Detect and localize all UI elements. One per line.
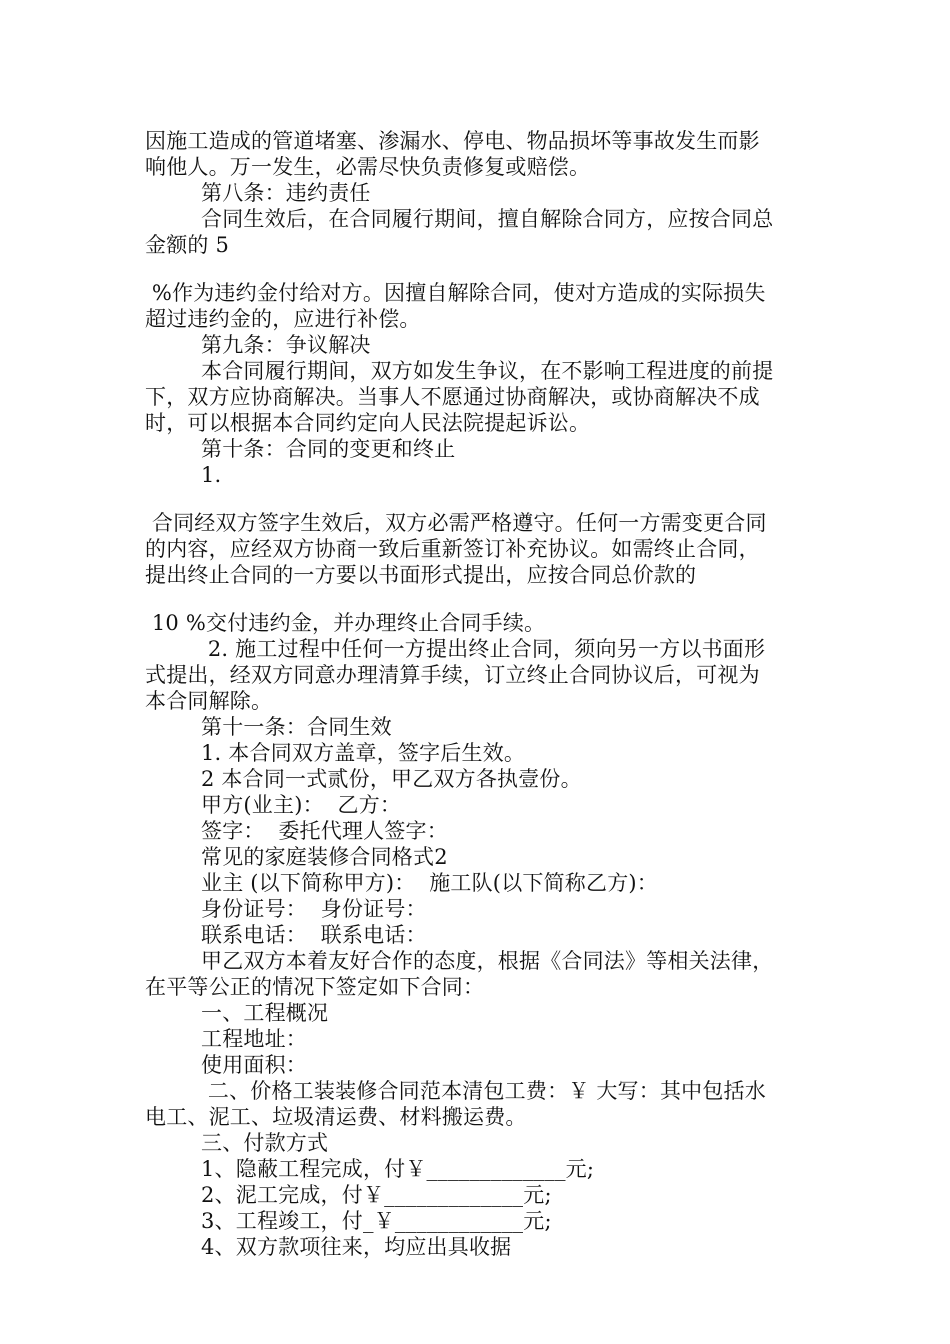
payment-line: 2、泥工完成，付￥_____________元; [201,1183,552,1207]
payment-line: 3、工程竣工，付_￥____________元; [201,1209,552,1233]
list-number: 1. [201,463,222,487]
address-line: 工程地址： [201,1027,307,1051]
text-line: 在平等公正的情况下签定如下合同： [145,975,485,999]
payment-line: 1、隐蔽工程完成，付￥_____________元; [201,1157,595,1181]
text-line: 2 本合同一式贰份，甲乙双方各执壹份。 [201,767,582,791]
text-line: 2. 施工过程中任何一方提出终止合同，须向另一方以书面形 [201,637,766,661]
section-heading-8: 第八条：违约责任 [201,181,371,205]
signature-line: 签字： 委托代理人签字： [201,819,448,843]
payment-line: 4、双方款项往来，均应出具收据 [201,1235,512,1259]
section-heading-10: 第十条：合同的变更和终止 [201,437,456,461]
phone-line: 联系电话： 联系电话： [201,923,427,947]
text-line: 甲乙双方本着友好合作的态度，根据《合同法》等相关法律， [201,949,774,973]
text-line: 本合同履行期间，双方如发生争议，在不影响工程进度的前提 [201,359,774,383]
text-line: 1. 本合同双方盖章，签字后生效。 [201,741,526,765]
id-line: 身份证号： 身份证号： [201,897,427,921]
area-line: 使用面积： [201,1053,307,1077]
text-line: 提出终止合同的一方要以书面形式提出，应按合同总价款的 [145,563,697,587]
text-line: 下，双方应协商解决。当事人不愿通过协商解决，或协商解决不成 [145,385,760,409]
text-line: 因施工造成的管道堵塞、渗漏水、停电、物品损坏等事故发生而影 [145,129,760,153]
text-line: 的内容，应经双方协商一致后重新签订补充协议。如需终止合同， [145,537,760,561]
text-line: 电工、泥工、垃圾清运费、材料搬运费。 [145,1105,527,1129]
text-line: 响他人。万一发生，必需尽快负责修复或赔偿。 [145,155,591,179]
contract-title: 常见的家庭装修合同格式2 [201,845,448,869]
section-heading-11: 第十一条：合同生效 [201,715,392,739]
text-line: 式提出，经双方同意办理清算手续，订立终止合同协议后，可视为 [145,663,760,687]
text-line: 合同生效后，在合同履行期间，擅自解除合同方，应按合同总 [201,207,774,231]
text-line: 二、价格工装装修合同范本清包工费：￥ 大写：其中包括水 [201,1079,766,1103]
text-line: 金额的 5 [145,233,230,257]
text-line: 超过违约金的，应进行补偿。 [145,307,421,331]
party-line: 甲方(业主)： 乙方： [201,793,402,817]
text-line: 时，可以根据本合同约定向人民法院提起诉讼。 [145,411,591,435]
section-heading-1: 一、工程概况 [201,1001,329,1025]
text-line: 10 %交付违约金，并办理终止合同手续。 [145,611,546,635]
section-heading-9: 第九条：争议解决 [201,333,371,357]
text-line: 合同经双方签字生效后，双方必需严格遵守。任何一方需变更合同 [145,511,767,535]
party-line: 业主 (以下简称甲方)： 施工队(以下简称乙方)： [201,871,658,895]
text-line: 本合同解除。 [145,689,273,713]
section-heading-3: 三、付款方式 [201,1131,329,1155]
text-line: %作为违约金付给对方。因擅自解除合同，使对方造成的实际损失 [145,281,766,305]
